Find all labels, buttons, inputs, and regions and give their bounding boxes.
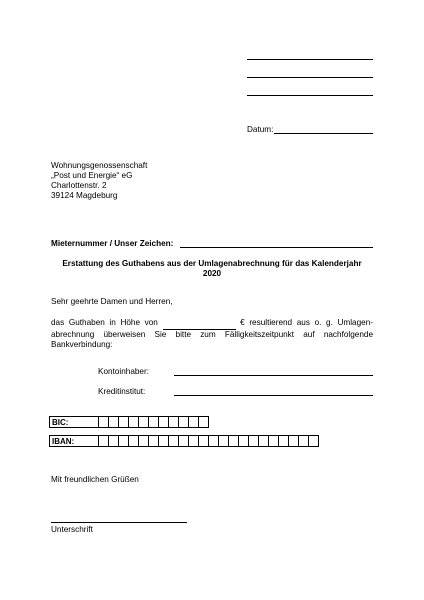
bic-char-box[interactable] [119, 417, 129, 428]
bic-char-box[interactable] [199, 417, 209, 428]
bic-char-box[interactable] [169, 417, 179, 428]
bic-char-box[interactable] [99, 417, 109, 428]
bic-char-box[interactable] [179, 417, 189, 428]
iban-char-box[interactable] [229, 436, 239, 447]
iban-char-box[interactable] [239, 436, 249, 447]
bank-label: Kreditinstitut: [98, 387, 146, 396]
iban-char-box[interactable] [139, 436, 149, 447]
iban-char-box[interactable] [199, 436, 209, 447]
subject-line-1: Erstattung des Guthabens aus der Umlagenabrechnung für das Kalenderjahr [62, 259, 362, 268]
recipient-city: 39124 Magdeburg [51, 191, 118, 200]
bic-char-box[interactable] [159, 417, 169, 428]
reference-label: Mieternummer / Unser Zeichen: [51, 239, 174, 248]
sender-line-2[interactable] [247, 77, 373, 78]
iban-char-box[interactable] [309, 436, 319, 447]
amount-field[interactable] [163, 318, 236, 330]
iban-char-box[interactable] [269, 436, 279, 447]
iban-char-box[interactable] [119, 436, 129, 447]
body-part-1: das Guthaben in Höhe von [51, 318, 158, 327]
body-paragraph [51, 318, 373, 351]
iban-char-box[interactable] [249, 436, 259, 447]
sender-line-1[interactable] [247, 59, 373, 60]
bank-line[interactable] [174, 395, 373, 396]
sender-line-3[interactable] [247, 95, 373, 96]
iban-char-box[interactable] [289, 436, 299, 447]
iban-grid [49, 435, 319, 447]
iban-char-box[interactable] [179, 436, 189, 447]
closing: Mit freundlichen Grüßen [51, 475, 139, 484]
account-holder-line[interactable] [174, 375, 373, 376]
subject [51, 259, 373, 279]
bic-char-box[interactable] [109, 417, 119, 428]
reference-line[interactable] [180, 247, 373, 248]
iban-label: IBAN: [50, 436, 99, 447]
iban-char-box[interactable] [189, 436, 199, 447]
iban-char-box[interactable] [209, 436, 219, 447]
iban-char-box[interactable] [299, 436, 309, 447]
bic-label: BIC: [50, 417, 99, 428]
iban-char-box[interactable] [259, 436, 269, 447]
subject-line-2: 2020 [202, 269, 222, 278]
salutation: Sehr geehrte Damen und Herren, [51, 297, 173, 306]
date-label: Datum: [247, 125, 274, 134]
bic-grid [49, 416, 209, 428]
body-part-2: € resultierend aus o. g. Umlagen-abrechnung überweisen Sie bitte zum Fälligkeitszeitpunkt auf nachfolgende Bankverbindung: [51, 318, 373, 349]
bic-char-box[interactable] [189, 417, 199, 428]
iban-char-box[interactable] [109, 436, 119, 447]
recipient-address [51, 161, 147, 201]
recipient-name: Wohnungsgenossenschaft [51, 161, 148, 170]
bic-char-box[interactable] [139, 417, 149, 428]
iban-char-box[interactable] [99, 436, 109, 447]
iban-char-box[interactable] [159, 436, 169, 447]
account-holder-label: Kontoinhaber: [98, 367, 149, 376]
iban-char-box[interactable] [169, 436, 179, 447]
signature-line[interactable] [51, 522, 187, 523]
iban-char-box[interactable] [219, 436, 229, 447]
iban-char-box[interactable] [279, 436, 289, 447]
signature-label: Unterschrift [51, 525, 93, 534]
recipient-street: Charlottenstr. 2 [51, 181, 107, 190]
recipient-name2: „Post und Energie“ eG [51, 171, 133, 180]
date-line[interactable] [274, 133, 373, 134]
iban-char-box[interactable] [129, 436, 139, 447]
bic-char-box[interactable] [149, 417, 159, 428]
bic-char-box[interactable] [129, 417, 139, 428]
iban-char-box[interactable] [149, 436, 159, 447]
